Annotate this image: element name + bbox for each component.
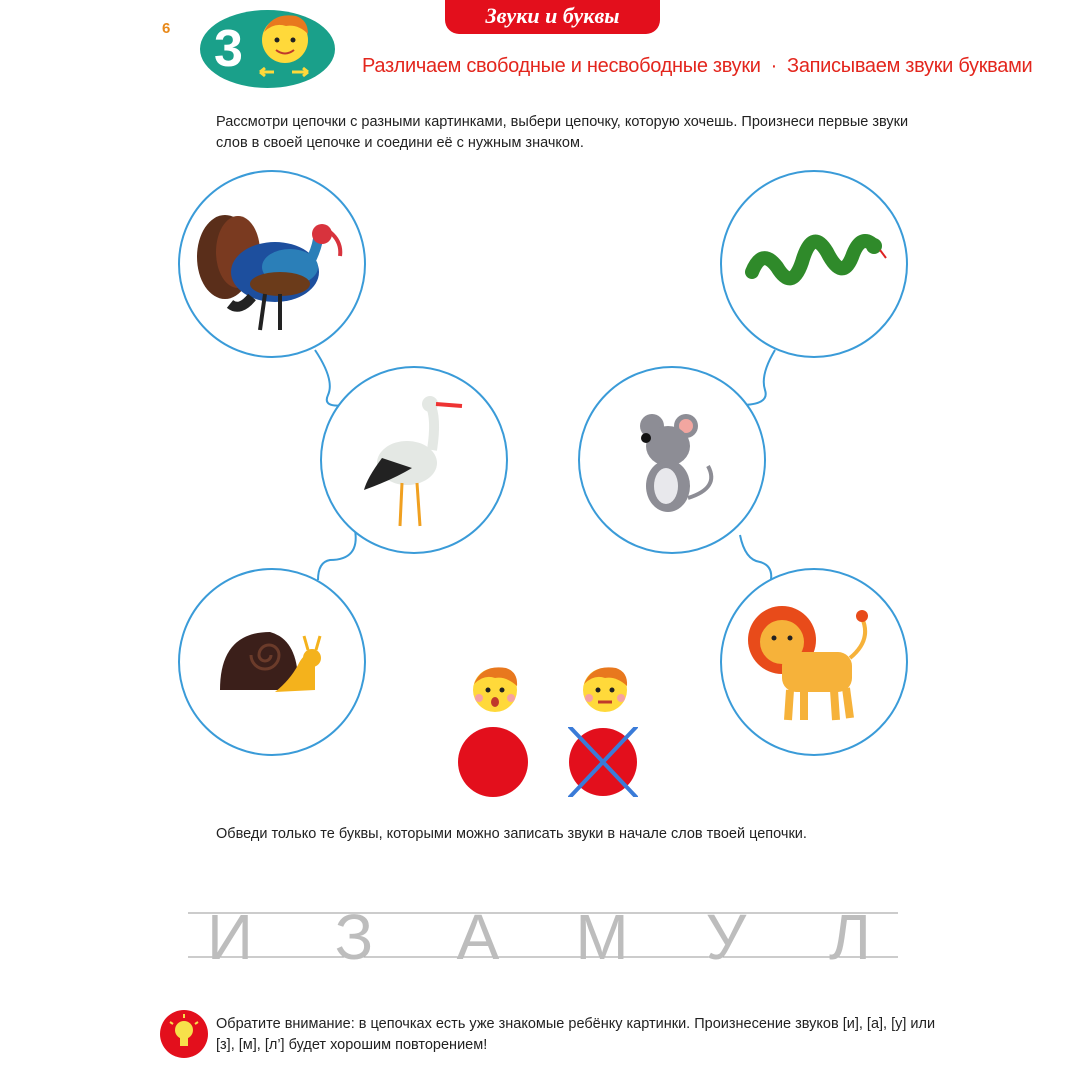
snake-icon	[722, 172, 906, 356]
lesson-number: 3	[214, 20, 243, 78]
stork-icon	[322, 368, 506, 552]
surprised-face-icon	[462, 660, 532, 720]
free-sound-symbol[interactable]	[458, 727, 528, 797]
non-free-sound-symbol[interactable]	[568, 727, 638, 797]
mouse-icon	[580, 368, 764, 552]
letter-3[interactable]: А	[456, 901, 500, 973]
letter-5[interactable]: У	[705, 901, 747, 973]
topic-tab: Звуки и буквы	[445, 0, 660, 34]
subtitle-part2: Записываем звуки буквами	[787, 55, 1033, 77]
crossed-circle-icon	[568, 727, 638, 797]
teacher-note: Обратите внимание: в цепочках есть уже знакомые ребёнку картинки. Произнесение звуков [и], [а], [у] или [з], [м], [л’] будет хорошим повторением!	[216, 1016, 936, 1053]
letter-6[interactable]: Л	[829, 901, 871, 973]
snail-circle[interactable]	[178, 568, 366, 756]
lion-icon	[722, 570, 906, 754]
snake-circle[interactable]	[720, 170, 908, 358]
letter-1[interactable]: И	[207, 901, 253, 973]
task-instruction: Рассмотри цепочки с разными картинками, выбери цепочку, которую хочешь. Произнеси первые звуки слов в своей цепочке и соедини её с нужным значком.	[216, 114, 909, 151]
lion-circle[interactable]	[720, 568, 908, 756]
turkey-icon	[180, 172, 364, 356]
letter-2[interactable]: З	[334, 901, 374, 973]
page-number: 6	[162, 20, 171, 37]
turkey-circle[interactable]	[178, 170, 366, 358]
letters-row	[200, 901, 880, 973]
task2-instruction: Обведи только те буквы, которыми можно записать звуки в начале слов твоей цепочки.	[216, 826, 807, 842]
subtitle-part1: Различаем свободные и несвободные звуки	[362, 55, 761, 77]
bulb-badge	[160, 1010, 208, 1058]
snail-icon	[180, 570, 364, 754]
closed-mouth-face-icon	[572, 660, 642, 720]
subtitle-separator: ·	[770, 55, 778, 77]
stork-circle[interactable]	[320, 366, 508, 554]
mouse-circle[interactable]	[578, 366, 766, 554]
lightbulb-icon	[160, 1010, 208, 1058]
letter-4[interactable]: М	[575, 901, 629, 973]
